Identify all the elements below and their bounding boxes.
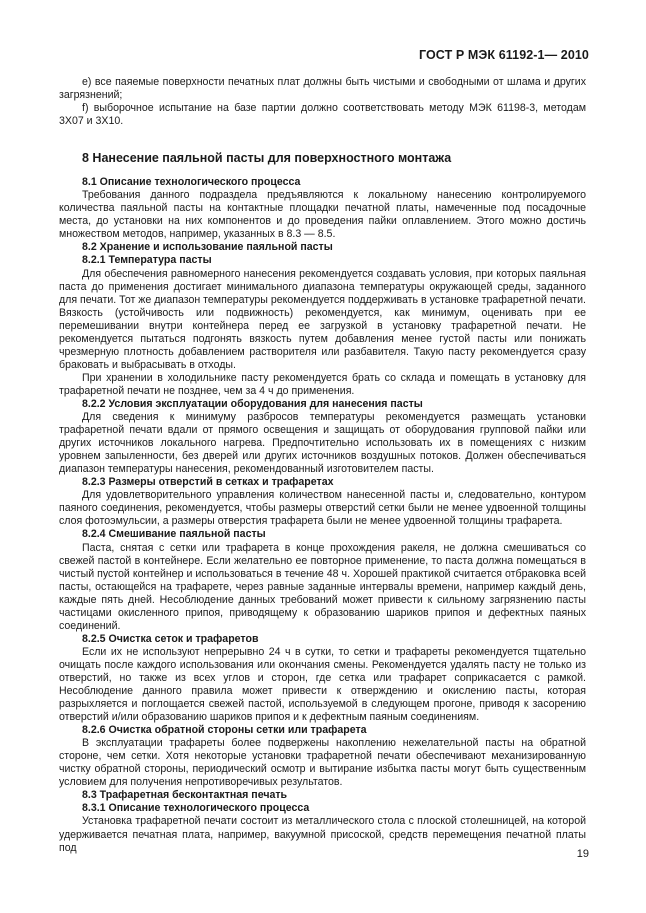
paragraph-8-2-1-b: При хранении в холодильнике пасту рекомендуется брать со склада и помещать в установку для трафаретной печати не позднее, чем за 4 ч до применения.: [59, 371, 586, 397]
page-number: 19: [576, 848, 589, 860]
list-item-f: f) выборочное испытание на базе партии должно соответствовать методу МЭК 61198-3, методам 3X07 и 3X10.: [59, 102, 586, 128]
heading-8-2-2: 8.2.2 Условия эксплуатации оборудования для нанесения пасты: [82, 397, 423, 410]
paragraph-8-1: Требования данного подраздела предъявляются к локальному нанесению контролируемого количества паяльной пасты на контактные площадки печатной платы, намеченные под посадочные места, до установки на них компонентов и до проведения пайки оплавлением. Этого можно достичь множеством методов, например, указанных в 8.3 — 8.5.: [59, 189, 586, 241]
heading-8-3: 8.3 Трафаретная бесконтактная печать: [82, 789, 288, 802]
document-header: ГОСТ Р МЭК 61192-1— 2010: [418, 48, 589, 62]
paragraph-8-3-1: Установка трафаретной печати состоит из металлического стола с плоской столешницей, на которой удерживается печатная плата, например, вакуумной присоской, средств перемещения печатной платы под: [59, 815, 586, 854]
paragraph-8-2-2: Для сведения к минимуму разбросов температуры рекомендуется размещать установки трафаретной печати вдали от прямого освещения и защищать от оборудования групповой пайки или других источников локального нагрева. Предпочтительно использовать их в помещениях с низким уровнем запыленности, без дверей или других источников воздушных потоков. Должен обеспечиваться диапазон температуры нанесения, рекомендованный изготовителем пасты.: [59, 411, 586, 476]
page-body: [59, 76, 586, 855]
heading-8-2-4: 8.2.4 Смешивание паяльной пасты: [82, 528, 266, 541]
heading-8-2-6: 8.2.6 Очистка обратной стороны сетки или трафарета: [82, 724, 367, 737]
heading-8-3-1: 8.3.1 Описание технологического процесса: [82, 802, 310, 815]
heading-8-2-3: 8.2.3 Размеры отверстий в сетках и трафаретах: [82, 476, 334, 489]
paragraph-8-2-3: Для удовлетворительного управления количеством нанесенной пасты и, следовательно, контуром паяного соединения, рекомендуется, чтобы размеры отверстий сетки были не менее удвоенной толщины слоя фотоэмульсии, а размеры отверстия трафарета были не менее удвоенной толщины трафарета.: [59, 489, 586, 528]
paragraph-8-2-1-a: Для обеспечения равномерного нанесения рекомендуется создавать условия, при которых паяльная паста до применения достигает минимального диапазона температуры окружающей среды, заданного для печати. Тот же диапазон температуры рекомендуется поддерживать в установке трафаретной печати. Вязкость (устойчивость или подвижность) рекомендуется, как минимум, оценивать при ее перемешивании внутри контейнера перед ее загрузкой в установку трафаретной печати. Не рекомендуется пытаться подгонять вязкость путем добавления менее густой пасты или понижать чрезмерную плотность добавлением растворителя или разбавителя. Такую пасту рекомендуется сразу браковать и выбрасывать в отходы.: [59, 267, 586, 371]
heading-8-2-5: 8.2.5 Очистка сеток и трафаретов: [82, 632, 259, 645]
heading-8-1: 8.1 Описание технологического процесса: [82, 176, 301, 189]
paragraph-8-2-6: В эксплуатации трафареты более подвержены накоплению нежелательной пасты на обратной стороне, чем сетки. Хотя некоторые установки трафаретной печати обеспечивают механизированную чистку обратной стороны, периодический осмотр и вытирание избытка пасты могут быть существенным условием для получения непротиворечивых результатов.: [59, 737, 586, 789]
heading-8-2-1: 8.2.1 Температура пасты: [82, 254, 212, 267]
paragraph-8-2-4: Паста, снятая с сетки или трафарета в конце прохождения ракеля, не должна смешиваться со свежей пастой в контейнере. Если желательно ее повторное применение, то паста должна помещаться в чистый пустой контейнер и использоваться в течение 48 ч. Хорошей практикой считается отбраковка всей пасты, остающейся на трафарете, через равные заданные интервалы времени, например каждый день, каждые пять дней. Несоблюдение данных требований может привести к сильному загрязнению пасты частицами окисленного припоя, приводящему к образованию шариков припоя и дефектных паяных соединений.: [59, 541, 586, 632]
section-8-title: 8 Нанесение паяльной пасты для поверхностного монтажа: [82, 151, 452, 166]
paragraph-8-2-5: Если их не используют непрерывно 24 ч в сутки, то сетки и трафареты рекомендуется тщательно очищать после каждого использования или окончания смены. Рекомендуется удалять пасту не только из отверстий, но также из всех углов и сторон, где сетка или трафарет соприкасается с рамкой. Несоблюдение данного правила может привести к отверждению и окислению пасты, которая разрыхляется и поглощается свежей пастой, используемой в следующем прогоне, приводя к засорению отверстий и/или образованию шариков припоя и к дефектным паяным соединениям.: [59, 645, 586, 724]
list-item-e: e) все паяемые поверхности печатных плат должны быть чистыми и свободными от шлама и других загрязнений;: [59, 76, 586, 102]
heading-8-2: 8.2 Хранение и использование паяльной пасты: [82, 241, 333, 254]
